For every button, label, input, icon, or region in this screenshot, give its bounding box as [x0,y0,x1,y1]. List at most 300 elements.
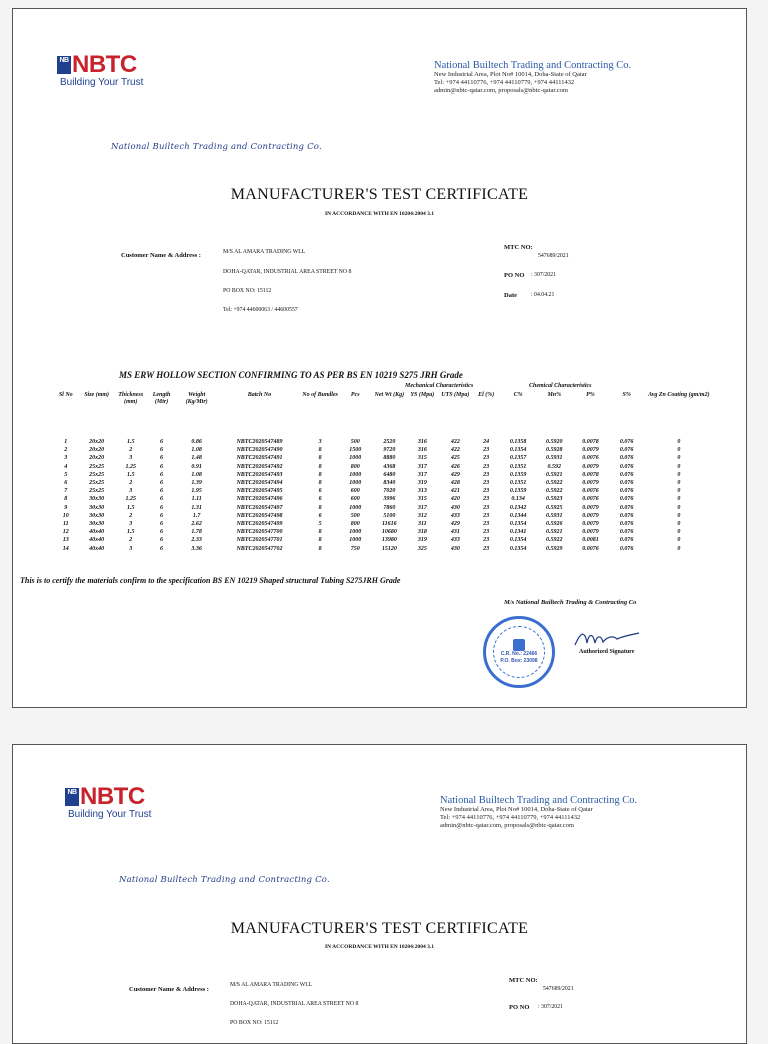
column-header: Length (Mtr) [152,392,171,405]
table-cell: 6 [160,463,164,470]
table-cell: 0.076 [619,471,634,478]
table-cell: 1.25 [125,496,136,503]
table-cell: 325 [417,545,427,552]
column-header: YS (Mpa) [410,392,435,398]
table-row [53,479,713,487]
table-cell: 23 [483,480,490,487]
table-cell: 3 [318,439,322,446]
table-cell: NBTC2020547489 [236,439,283,446]
table-cell: 13 [62,537,69,544]
table-cell: 312 [417,512,427,519]
table-cell: 430 [450,504,460,511]
po-label: PO NO [504,272,525,279]
table-cell: 20x20 [89,455,105,462]
table-cell: 0 [677,463,681,470]
table-cell: 429 [450,471,460,478]
certificate-page-1 [12,8,747,708]
column-header: P% [586,392,595,398]
table-cell: 4368 [383,463,396,470]
table-cell: 0.5921 [546,529,563,536]
table-cell: NBTC2020547492 [236,463,283,470]
column-header: Weight (Kg/Mtr) [185,392,208,405]
table-cell: 2.33 [191,537,202,544]
table-cell: 0.1354 [509,545,527,552]
table-cell: 1.95 [191,488,202,495]
po-number: : 307/2021 [531,272,556,278]
table-cell: 6 [160,529,164,536]
table-cell: 1 [64,439,68,446]
table-cell: 421 [450,488,460,495]
table-cell: 0 [677,504,681,511]
table-cell: 0.1351 [509,463,527,470]
table-cell: 0 [677,455,681,462]
company-script-name: National Builtech Trading and Contracting Co. [119,875,330,885]
table-cell: 2 [129,480,133,487]
table-cell: 319 [417,537,427,544]
table-cell: 0.076 [619,488,634,495]
certificate-subtitle: IN ACCORDANCE WITH EN 10204:2004 3.1 [325,211,434,217]
signoff-company: M/s National Builtech Trading & Contracting Co [504,599,637,606]
table-cell: NBTC2020547702 [236,545,283,552]
logo-mark-icon: NB [57,56,71,74]
company-tel: Tel: +974 44110776, +974 44110779, +974 44111432 [434,79,575,86]
table-cell: 0.5928 [546,447,563,454]
table-cell: 1.08 [191,471,202,478]
certificate-title: MANUFACTURER'S TEST CERTIFICATE [230,920,529,937]
table-cell: 20x20 [89,447,105,454]
logo-tagline: Building Your Trust [60,77,144,88]
table-cell: 0.5925 [546,504,563,511]
table-cell: 0.5921 [546,471,563,478]
table-cell: 0.134 [511,496,525,503]
table-cell: 23 [483,537,490,544]
table-cell: 2 [129,537,133,544]
table-cell: NBTC2020547700 [236,529,283,536]
company-logo [57,53,143,88]
customer-name: M/S AL AMARA TRADING WLL [223,249,306,255]
table-row [53,487,713,495]
table-cell: 0.1354 [509,520,527,527]
column-header: Size (mm) [84,392,110,398]
table-cell: 23 [483,488,490,495]
table-row [53,504,713,512]
logo-text: NBTC [72,51,137,78]
table-cell: 23 [483,447,490,454]
table-cell: 0.1354 [509,537,527,544]
table-cell: 316 [417,447,427,454]
table-cell: 0.5920 [546,439,563,446]
table-cell: 1.5 [126,529,135,536]
table-cell: 600 [350,488,360,495]
table-cell: 4 [64,463,68,470]
table-cell: 6480 [383,471,396,478]
table-cell: 315 [417,496,427,503]
table-cell: 0.076 [619,545,634,552]
table-row [53,471,713,479]
mtc-label: MTC NO: [509,977,538,984]
column-header: UTS (Mpa) [441,392,470,398]
company-address: New Industrial Area, Plot No# 10014, Doha-State of Qatar [434,71,587,78]
table-cell: 3 [129,545,133,552]
table-cell: 0.86 [191,439,202,446]
company-name: National Builtech Trading and Contracting Co. [440,795,638,806]
column-header: Avg Zn Coating (gm/m2) [648,392,710,398]
table-cell: 15120 [381,545,397,552]
authorized-signature-label: Authorized Signature [579,649,635,655]
table-cell: 0.1359 [509,488,527,495]
table-cell: 429 [450,520,460,527]
table-cell: 23 [483,455,490,462]
table-cell: 0.076 [619,512,634,519]
test-results-table [53,392,713,553]
table-cell: 3 [129,520,133,527]
column-header: Net Wt (Kg) [374,392,405,398]
table-cell: 8 [318,471,322,478]
po-label: PO NO [509,1004,530,1011]
table-cell: 0.076 [619,529,634,536]
table-cell: 25x25 [89,488,105,495]
table-cell: 6 [64,480,68,487]
table-cell: 8 [318,504,322,511]
table-cell: 0.076 [619,496,634,503]
table-cell: 9 [64,504,68,511]
table-cell: 25x25 [89,463,105,470]
table-cell: 11 [62,520,69,527]
table-cell: 0.0079 [582,447,599,454]
table-cell: NBTC2020547496 [236,496,283,503]
table-cell: 10680 [381,529,397,536]
company-header [434,60,631,95]
table-row [53,454,713,462]
table-row [53,438,713,446]
table-cell: 0.0079 [582,480,599,487]
table-cell: 0.076 [619,439,634,446]
company-email: admin@nbtc-qatar.com, proposals@nbtc-qatar.com [434,87,568,94]
table-cell: 318 [417,529,427,536]
table-cell: 0 [677,480,681,487]
table-cell: 1.39 [191,480,202,487]
table-cell: 1.5 [126,439,135,446]
table-cell: NBTC2020547495 [236,488,283,495]
table-cell: 6 [318,496,322,503]
company-logo [65,785,151,820]
company-email: admin@nbtc-qatar.com, proposals@nbtc-qatar.com [440,822,574,829]
date-value: : 04.04.21 [531,292,555,298]
logo-mark-icon: NB [65,788,79,806]
table-cell: 8 [318,545,322,552]
table-cell: 0.0081 [582,537,599,544]
table-cell: 0.5929 [546,545,563,552]
table-cell: 5 [318,520,322,527]
table-cell: 0.0078 [582,471,599,478]
table-cell: 6 [160,512,164,519]
table-cell: 0.076 [619,537,634,544]
table-cell: 7020 [383,488,396,495]
table-cell: 0.5931 [546,512,563,519]
table-cell: 1000 [349,471,362,478]
table-cell: 319 [417,480,427,487]
table-cell: 40x40 [89,529,105,536]
table-cell: 0 [677,545,681,552]
table-cell: 1.7 [192,512,201,519]
table-cell: 23 [483,471,490,478]
table-cell: 0.1358 [509,439,527,446]
table-cell: 315 [417,455,427,462]
customer-po-box: PO BOX NO: 15112 [223,288,272,294]
table-cell: 317 [417,504,427,511]
table-cell: 0 [677,512,681,519]
table-row [53,446,713,454]
signature-scribble-icon [573,627,643,651]
company-name: National Builtech Trading and Contracting Co. [434,60,632,71]
table-cell: 0 [677,439,681,446]
table-cell: 0.1342 [509,504,527,511]
chemical-group-header: Chemical Characteristics [529,383,592,389]
table-cell: 30x30 [89,520,105,527]
table-row [53,495,713,503]
table-cell: 23 [483,520,490,527]
table-cell: 25x25 [89,471,105,478]
company-tel: Tel: +974 44110776, +974 44110779, +974 44111432 [440,814,581,821]
table-cell: 5100 [383,512,396,519]
table-cell: 317 [417,471,427,478]
table-row [53,544,713,552]
table-cell: 2 [129,447,133,454]
table-cell: 6 [160,447,164,454]
table-cell: 6 [160,471,164,478]
table-cell: 0.0079 [582,512,599,519]
table-cell: 10 [62,512,69,519]
company-address: New Industrial Area, Plot No# 10014, Doha-State of Qatar [440,806,593,813]
table-cell: 1.5 [126,504,135,511]
company-header [440,795,637,830]
table-cell: 1000 [349,504,362,511]
table-cell: 1.5 [126,471,135,478]
table-cell: 0.5931 [546,455,563,462]
table-cell: 8 [318,463,322,470]
stamp-cr-text: C.R. No.: 22466 [500,651,538,657]
customer-tel: Tel: +974 44600063 / 44600557 [223,307,298,313]
table-row [53,528,713,536]
po-number: : 307/2021 [538,1004,563,1010]
table-cell: 6 [160,439,164,446]
table-cell: 0.076 [619,504,634,511]
table-cell: NBTC2020547498 [236,512,283,519]
customer-address: DOHA-QATAR, INDUSTRIAL AREA STREET NO 8 [223,269,352,275]
table-cell: 431 [450,529,460,536]
mechanical-group-header: Mechanical Characteristics [405,383,474,389]
table-cell: 800 [350,463,360,470]
table-cell: 0.592 [547,463,562,470]
table-cell: 11616 [381,520,397,527]
company-stamp [483,616,555,688]
stamp-logo-icon [513,639,525,651]
table-cell: 6 [160,455,164,462]
mtc-number: 547689/2021 [538,253,569,259]
table-cell: 8 [318,480,322,487]
table-cell: 1.78 [191,529,202,536]
table-cell: 0.0076 [582,455,599,462]
column-header: No of Bundles [302,392,338,398]
table-cell: 0.076 [619,480,634,487]
table-cell: 6 [318,488,322,495]
table-cell: 30x30 [89,496,105,503]
table-cell: 0.0076 [582,488,599,495]
table-cell: 0.0076 [582,496,599,503]
table-cell: 316 [417,439,427,446]
table-row [53,536,713,544]
column-header: Pcs [350,392,360,398]
table-cell: 0.1351 [509,480,527,487]
table-cell: 23 [483,512,490,519]
table-cell: 8 [318,447,322,454]
table-cell: 8 [318,537,322,544]
column-header: S% [622,392,631,398]
table-cell: 428 [450,480,460,487]
table-cell: NBTC2020547499 [236,520,283,527]
table-cell: 0.0078 [582,439,599,446]
table-cell: 23 [483,545,490,552]
stamp-po-text: P.O. Box: 23098 [500,658,538,664]
table-cell: 0.5926 [546,520,563,527]
table-cell: 1.08 [191,447,202,454]
logo-tagline: Building Your Trust [68,809,152,820]
table-cell: 0 [677,447,681,454]
table-cell: 0.076 [619,463,634,470]
table-cell: 0 [677,488,681,495]
table-cell: 750 [350,545,360,552]
mtc-label: MTC NO: [504,244,533,251]
section-title: MS ERW HOLLOW SECTION CONFIRMING TO AS PER BS EN 10219 S275 JRH Grade [119,370,463,380]
table-cell: 3.36 [191,545,202,552]
table-header-row [53,392,713,438]
table-cell: NBTC2020547497 [236,504,283,511]
table-cell: 2.62 [191,520,202,527]
certify-statement: This is to certify the materials confirm to the specification BS EN 10219 Shaped structural Tubing S275JRH Grade [20,576,401,585]
customer-label: Customer Name & Address : [121,252,201,259]
table-cell: 6 [160,488,164,495]
table-cell: 0.91 [191,463,202,470]
table-cell: 24 [483,439,490,446]
table-row [53,520,713,528]
table-cell: 40x40 [89,537,105,544]
table-cell: 6 [160,545,164,552]
table-cell: 12 [62,529,69,536]
table-cell: 425 [450,455,460,462]
table-cell: 1.11 [191,496,202,503]
customer-po-box: PO BOX NO: 15112 [230,1020,279,1026]
table-cell: 1000 [349,480,362,487]
table-cell: 422 [450,447,460,454]
table-cell: 0.5922 [546,537,563,544]
table-cell: 6 [160,537,164,544]
table-cell: 0 [677,520,681,527]
company-script-name: National Builtech Trading and Contracting Co. [111,142,322,152]
table-cell: NBTC2020547494 [236,480,283,487]
table-cell: 7 [64,488,68,495]
table-cell: 0.1344 [509,512,527,519]
table-cell: 1.31 [191,504,202,511]
certificate-page-2 [12,744,747,1044]
column-header: Mn% [547,392,562,398]
table-row [53,512,713,520]
table-cell: 317 [417,463,427,470]
table-cell: 8340 [383,480,396,487]
table-cell: 30x30 [89,504,105,511]
table-cell: 2 [64,447,68,454]
table-cell: 5 [64,471,68,478]
table-cell: 3 [129,455,133,462]
table-cell: 30x30 [89,512,105,519]
table-cell: 600 [350,496,360,503]
table-cell: 422 [450,439,460,446]
table-cell: 311 [417,520,427,527]
table-cell: 1500 [349,447,362,454]
table-cell: 13980 [381,537,397,544]
table-cell: NBTC2020547490 [236,447,283,454]
table-cell: 25x25 [89,480,105,487]
table-cell: 500 [350,439,360,446]
table-cell: 2520 [383,439,396,446]
table-cell: 7860 [383,504,396,511]
certificate-title: MANUFACTURER'S TEST CERTIFICATE [230,186,529,203]
table-cell: 0.0079 [582,520,599,527]
table-cell: 0 [677,537,681,544]
customer-label: Customer Name & Address : [129,986,209,993]
mtc-number: 547689/2021 [543,986,574,992]
table-cell: 23 [483,529,490,536]
table-row [53,463,713,471]
table-cell: 0.076 [619,520,634,527]
table-cell: 3 [129,488,133,495]
table-cell: 0 [677,529,681,536]
table-cell: 1000 [349,455,362,462]
table-cell: 6 [160,480,164,487]
table-cell: 0 [677,496,681,503]
table-cell: 6 [318,512,322,519]
table-cell: 0.076 [619,447,634,454]
table-cell: 0 [677,471,681,478]
table-cell: 23 [483,463,490,470]
table-cell: 2 [129,512,133,519]
table-cell: 6 [160,520,164,527]
table-cell: NBTC2020547493 [236,471,283,478]
table-cell: 0.0079 [582,504,599,511]
table-cell: 500 [350,512,360,519]
table-cell: 0.5922 [546,488,563,495]
certificate-subtitle: IN ACCORDANCE WITH EN 10204:2004 3.1 [325,944,434,950]
table-cell: 420 [450,496,460,503]
table-cell: 1000 [349,537,362,544]
table-cell: 426 [450,463,460,470]
table-cell: 6 [160,496,164,503]
table-cell: 0.5923 [546,496,563,503]
table-cell: 0.076 [619,455,634,462]
table-cell: 23 [483,504,490,511]
table-cell: 800 [350,520,360,527]
table-cell: 430 [450,545,460,552]
table-cell: 433 [450,537,460,544]
table-cell: NBTC2020547701 [236,537,283,544]
table-cell: 14 [62,545,69,552]
table-cell: NBTC2020547491 [236,455,283,462]
table-cell: 40x40 [89,545,105,552]
table-cell: 1.48 [191,455,202,462]
table-cell: 0.5922 [546,480,563,487]
table-cell: 3 [64,455,68,462]
table-cell: 0.0076 [582,545,599,552]
table-cell: 23 [483,496,490,503]
